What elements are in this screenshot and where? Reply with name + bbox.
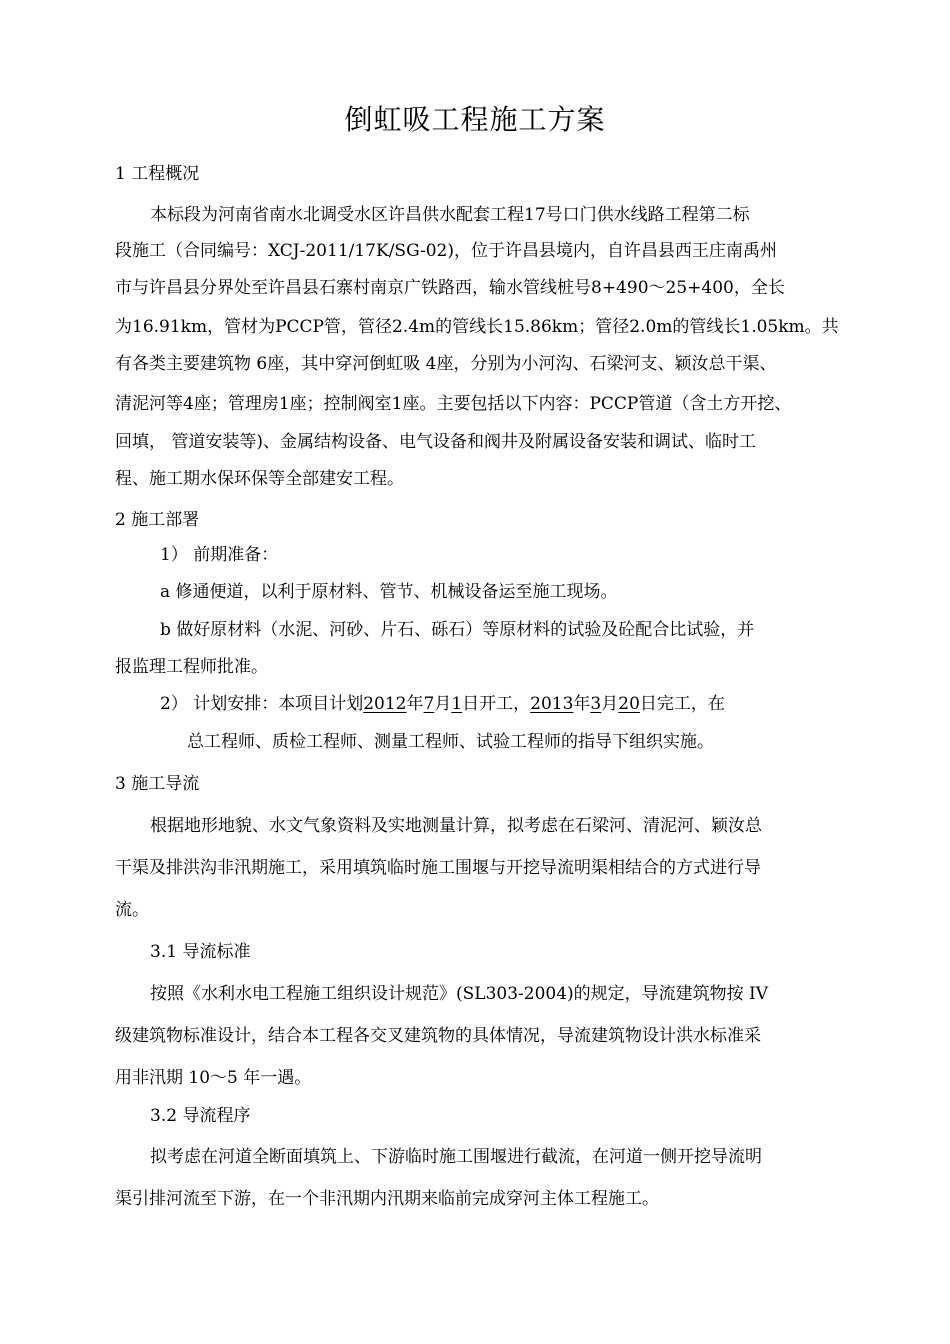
section-1-line-5: 有各类主要建筑物 6座，其中穿河倒虹吸 4座，分别为小河沟、石梁河支、颖汝总干渠、 bbox=[115, 354, 777, 374]
section-3-1-line-3: 用非汛期 10～5 年一遇。 bbox=[115, 1068, 312, 1088]
start-month: 7 bbox=[423, 694, 435, 714]
section-3-line-3: 流。 bbox=[115, 900, 149, 920]
section-2-heading: 2 施工部署 bbox=[115, 510, 200, 530]
section-1-line-3: 市与许昌县分界处至许昌县石寨村南京广铁路西，输水管线桩号8+490～25+400，全长 bbox=[115, 278, 785, 298]
month-label: 月 bbox=[601, 694, 619, 714]
section-1-line-8: 程、施工期水保环保等全部建安工程。 bbox=[115, 469, 404, 489]
section-3-heading: 3 施工导流 bbox=[115, 774, 200, 794]
year-label: 年 bbox=[573, 694, 591, 714]
document-title: 倒虹吸工程施工方案 bbox=[344, 103, 606, 136]
section-1-heading: 1 工程概况 bbox=[115, 164, 200, 184]
start-year: 2012 bbox=[363, 694, 407, 714]
section-2-item-b-line-2: 报监理工程师批准。 bbox=[115, 657, 268, 677]
section-3-1-heading: 3.1 导流标准 bbox=[150, 942, 251, 962]
end-day: 20 bbox=[618, 694, 640, 714]
section-3-line-1: 根据地形地貌、水文气象资料及实地测量计算，拟考虑在石梁河、清泥河、颖汝总 bbox=[150, 816, 762, 836]
end-year: 2013 bbox=[530, 694, 574, 714]
section-3-2-line-1: 拟考虑在河道全断面填筑上、下游临时施工围堰进行截流，在河道一侧开挖导流明 bbox=[150, 1147, 762, 1167]
section-1-line-1: 本标段为河南省南水北调受水区许昌供水配套工程17号口门供水线路工程第二标 bbox=[150, 205, 750, 225]
section-3-1-line-2: 级建筑物标准设计，结合本工程各交叉建筑物的具体情况，导流建筑物设计洪水标准采 bbox=[115, 1026, 761, 1046]
year-label: 年 bbox=[406, 694, 424, 714]
section-2-item-1: 1） 前期准备： bbox=[160, 545, 279, 565]
section-1-line-2: 段施工（合同编号：XCJ-2011/17K/SG-02)，位于许昌县境内，自许昌县西王庄南禹州 bbox=[115, 241, 777, 261]
end-suffix: 日完工，在 bbox=[639, 694, 725, 714]
start-suffix: 日开工， bbox=[462, 694, 531, 714]
section-2-item-a: a 修通便道，以利于原材料、管节、机械设备运至施工现场。 bbox=[160, 582, 618, 602]
schedule-prefix: 2） 计划安排：本项目计划 bbox=[160, 694, 364, 714]
month-label: 月 bbox=[434, 694, 452, 714]
start-day: 1 bbox=[451, 694, 463, 714]
section-1-line-7: 回填， 管道安装等)、金属结构设备、电气设备和阀井及附属设备安装和调试、临时工 bbox=[115, 432, 757, 452]
section-3-2-heading: 3.2 导流程序 bbox=[150, 1106, 251, 1126]
section-1-line-6: 清泥河等4座；管理房1座；控制阀室1座。主要包括以下内容：PCCP管道（含土方开挖、 bbox=[115, 394, 792, 414]
section-2-item-b-line-1: b 做好原材料（水泥、河砂、片石、砾石）等原材料的试验及砼配合比试验，并 bbox=[160, 620, 755, 640]
section-3-2-line-2: 渠引排河流至下游，在一个非汛期内汛期来临前完成穿河主体工程施工。 bbox=[115, 1189, 659, 1209]
section-1-line-4: 为16.91km，管材为PCCP管，管径2.4m的管线长15.86km；管径2.0m的管线长1.05km。共 bbox=[115, 317, 839, 337]
end-month: 3 bbox=[590, 694, 602, 714]
section-3-line-2: 干渠及排洪沟非汛期施工，采用填筑临时施工围堰与开挖导流明渠相结合的方式进行导 bbox=[115, 858, 761, 878]
section-2-item-2 bbox=[160, 692, 725, 716]
section-3-1-line-1: 按照《水利水电工程施工组织设计规范》(SL303-2004)的规定，导流建筑物按 IV bbox=[150, 984, 769, 1004]
section-2-item-2-cont: 总工程师、质检工程师、测量工程师、试验工程师的指导下组织实施。 bbox=[187, 732, 714, 752]
